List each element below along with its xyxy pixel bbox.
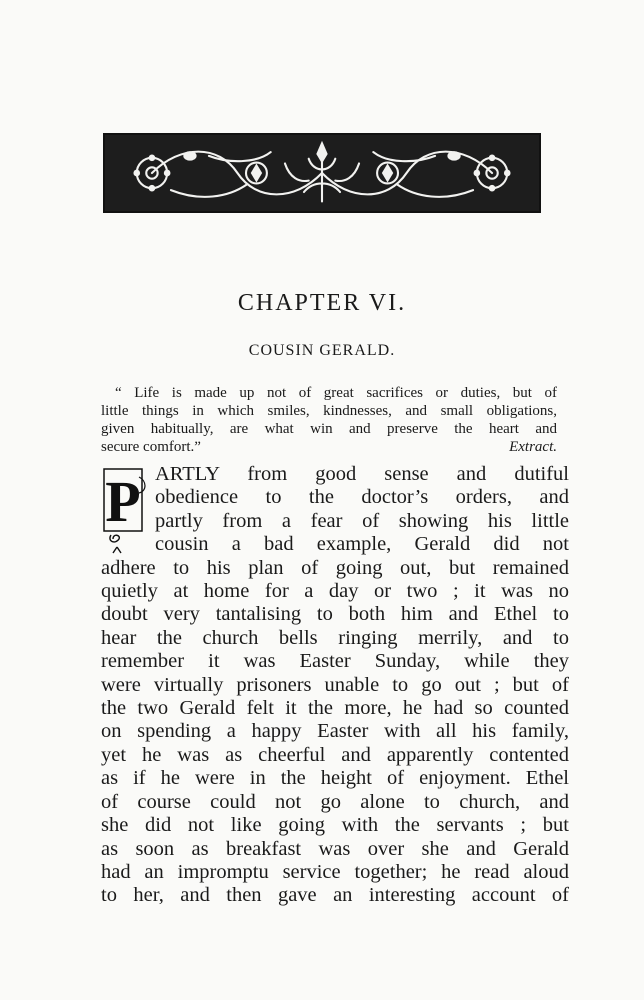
body-line: ARTLY from good sense and dutiful [155, 463, 569, 485]
chapter-title: COUSIN GERALD. [248, 342, 396, 359]
body-line: to her, and then gave an interesting account of [101, 884, 569, 907]
body-line: doubt very tantalising to both him and Ethel to [101, 603, 569, 626]
body-line: remember it was Easter Sunday, while they [101, 650, 569, 673]
epigraph-line: “ Life is made up not of great sacrifices or duties, but of [115, 385, 557, 401]
body-line: partly from a fear of showing his little [155, 509, 569, 532]
epigraph-line: given habitually, are what win and preserve the heart and [101, 421, 557, 437]
epigraph-last-line [101, 438, 557, 456]
chapter-heading: CHAPTER VI. [237, 290, 407, 316]
body-line: the two Gerald felt it the more, he had so counted [101, 697, 569, 720]
dropcap-p-icon [101, 467, 149, 555]
body-line: obedience to the doctor’s orders, and [155, 486, 569, 509]
body-line: had an impromptu service together; he read aloud [101, 860, 569, 883]
body-line: of course could not go alone to church, and [101, 790, 569, 813]
body-line: were virtually prisoners unable to go out ; but of [101, 673, 569, 696]
epigraph-text-end: secure comfort.” [101, 439, 201, 455]
body-text [101, 463, 569, 908]
body-line: as if he were in the height of enjoyment. Ethel [101, 767, 569, 790]
body-line: as soon as breakfast was over she and Gerald [101, 837, 569, 860]
floral-headpiece-ornament [103, 133, 541, 213]
body-line: yet he was as cheerful and apparently contented [101, 743, 569, 766]
epigraph-source: Extract. [509, 439, 557, 455]
body-line: adhere to his plan of going out, but remained [101, 556, 569, 579]
dropcap-ornament [101, 467, 149, 555]
body-line: on spending a happy Easter with all his family, [101, 720, 569, 743]
body-line: cousin a bad example, Gerald did not [155, 533, 569, 556]
body-line: quietly at home for a day or two ; it was no [101, 580, 569, 603]
body-line: she did not like going with the servants ; but [101, 814, 569, 837]
epigraph [101, 384, 557, 456]
floral-scroll-headpiece-icon [105, 135, 539, 211]
epigraph-line: little things in which smiles, kindnesses, and small obligations, [101, 403, 557, 419]
dropcap-letter: P [105, 469, 141, 534]
body-line: hear the church bells ringing merrily, and to [101, 626, 569, 649]
